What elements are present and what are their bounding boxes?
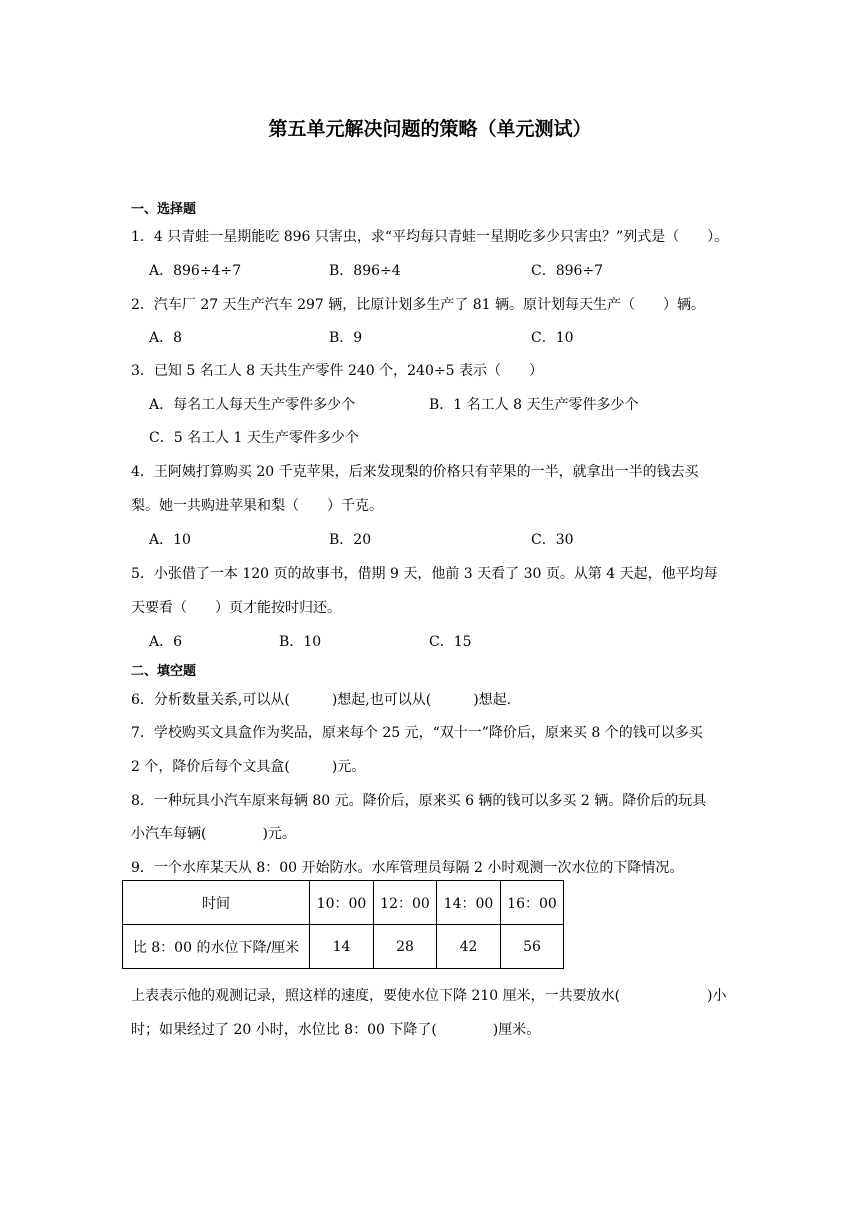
question-3-option-b: B．1 名工人 8 天生产零件多少个 <box>429 397 639 413</box>
table-row-label: 比 8：00 的水位下降/厘米 <box>123 925 310 969</box>
question-1-option-a: A．896÷4÷7 <box>149 263 242 279</box>
question-3-option-a: A．每名工人每天生产零件多少个 <box>149 397 356 413</box>
observation-table <box>122 880 564 969</box>
question-8-text-line-1: 8．一种玩具小汽车原来每辆 80 元。降价后，原来买 6 辆的钱可以多买 2 辆。降价后的玩具 <box>131 793 707 809</box>
question-5-text-line-2: 天要看（ ）页才能按时归还。 <box>131 600 341 616</box>
question-3-text: 3．已知 5 名工人 8 天共生产零件 240 个，240÷5 表示（ ） <box>131 363 543 379</box>
question-7-text-line-1: 7．学校购买文具盒作为奖品，原来每个 25 元，“双十一”降价后，原来买 8 个的钱可以多买 <box>131 725 703 741</box>
table-value-cell: 42 <box>437 925 501 969</box>
question-8-text-line-2: 小汽车每辆( )元。 <box>131 826 296 842</box>
table-time-cell: 12：00 <box>374 881 437 925</box>
question-9-after-line-2: 时；如果经过了 20 小时，水位比 8：00 下降了( )厘米。 <box>131 1022 541 1038</box>
question-2-option-c: C．10 <box>531 330 574 346</box>
question-1-text: 1．4 只青蛙一星期能吃 896 只害虫，求“平均每只青蛙一星期吃多少只害虫？”列式是（ ）。 <box>131 229 729 245</box>
question-9-after-line-1-end: )小 <box>707 988 727 1004</box>
question-2-option-b: B．9 <box>329 330 363 346</box>
question-7-text-line-2: 2 个，降价后每个文具盒( )元。 <box>131 759 366 775</box>
page-title: 第五单元解决问题的策略（单元测试） <box>268 118 592 140</box>
question-2-text: 2．汽车厂 27 天生产汽车 297 辆，比原计划多生产了 81 辆。原计划每天生产（ ）辆。 <box>131 297 705 313</box>
question-5-option-b: B．10 <box>279 634 322 650</box>
question-4-text-line-1: 4．王阿姨打算购买 20 千克苹果，后来发现梨的价格只有苹果的一半，就拿出一半的钱去买 <box>131 464 699 480</box>
question-5-text-line-1: 5．小张借了一本 120 页的故事书，借期 9 天，他前 3 天看了 30 页。从第 4 天起，他平均每 <box>131 566 718 582</box>
table-value-cell: 28 <box>374 925 437 969</box>
table-value-cell: 56 <box>501 925 564 969</box>
question-4-option-c: C．30 <box>531 532 574 548</box>
question-2-option-a: A．8 <box>149 330 183 346</box>
question-1-option-b: B．896÷4 <box>329 263 401 279</box>
table-time-cell: 14：00 <box>437 881 501 925</box>
question-5-option-a: A．6 <box>149 634 183 650</box>
section-heading-choice: 一、选择题 <box>131 202 197 217</box>
question-3-option-c: C．5 名工人 1 天生产零件多少个 <box>149 430 359 446</box>
question-5-option-c: C．15 <box>429 634 472 650</box>
question-9-text: 9．一个水库某天从 8：00 开始防水。水库管理员每隔 2 小时观测一次水位的下降情况。 <box>131 860 684 876</box>
question-4-option-b: B．20 <box>329 532 372 548</box>
table-time-cell: 10：00 <box>310 881 374 925</box>
question-4-option-a: A．10 <box>149 532 191 548</box>
table-time-cell: 16：00 <box>501 881 564 925</box>
table-value-cell: 14 <box>310 925 374 969</box>
question-9-after-line-1: 上表表示他的观测记录，照这样的速度，要使水位下降 210 厘米，一共要放水( <box>131 988 621 1004</box>
table-header-label: 时间 <box>123 881 310 925</box>
question-1-option-c: C．896÷7 <box>531 263 604 279</box>
table-row <box>123 925 564 969</box>
table-row <box>123 881 564 925</box>
question-6-text: 6．分析数量关系,可以从( )想起,也可以从( )想起. <box>131 692 512 708</box>
question-4-text-line-2: 梨。她一共购进苹果和梨（ ）千克。 <box>131 498 383 514</box>
section-heading-fill: 二、填空题 <box>131 664 197 679</box>
